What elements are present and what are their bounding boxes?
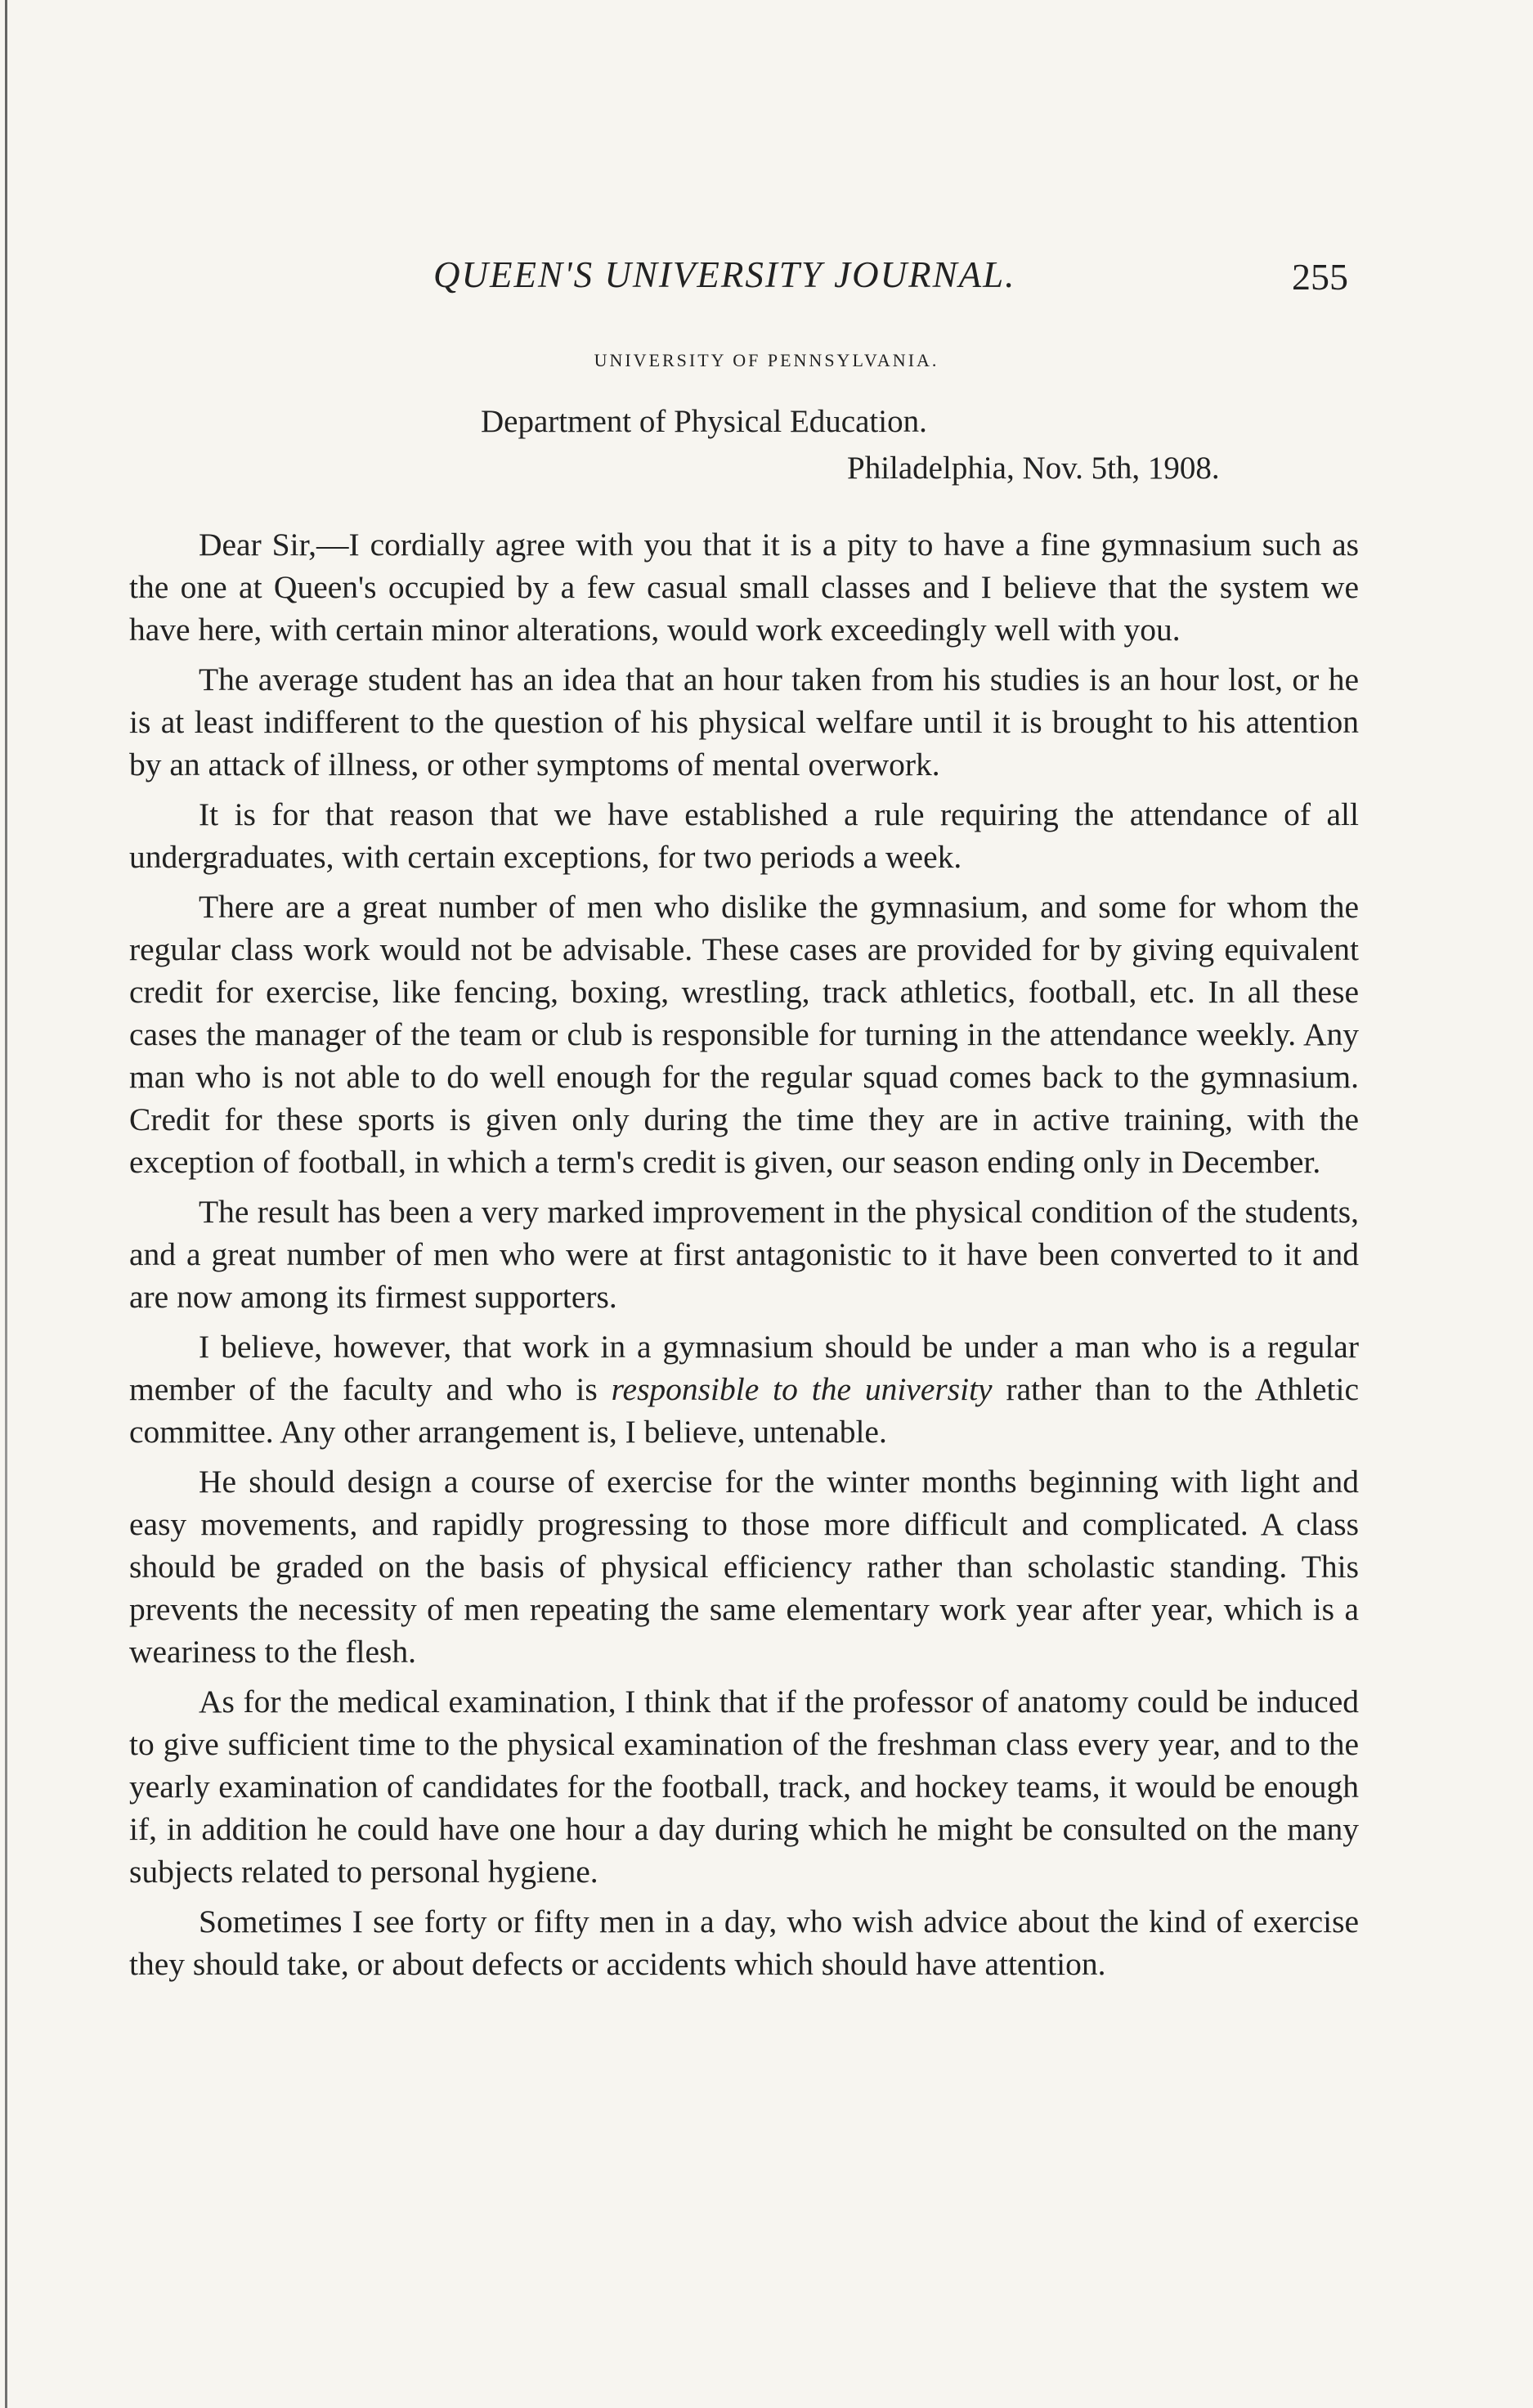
paragraph-6-before: I believe, however, that work in a gymnasium should be under a man who is a regular member of the faculty and who is <box>129 1329 1359 1407</box>
paragraph-6-emphasis: responsible to the university <box>611 1371 993 1407</box>
page-number: 255 <box>1292 256 1348 298</box>
letter-body <box>129 523 1359 1993</box>
paragraph-7: He should design a course of exercise for the winter months beginning with light and easy movements, and rapidly progressing to those more difficult and complicated. A class should be graded on the basis of physical efficiency rather than scholastic standing. This prevents the necessity of men repeating the same elementary work year after year, which is a weariness to the flesh. <box>129 1464 1359 1670</box>
paragraph-1: Dear Sir,—I cordially agree with you that it is a pity to have a fine gymnasium such as the one at Queen's occupied by a few casual small classes and I believe that the system we have here, with certain minor alterations, would work exceedingly well with you. <box>129 527 1359 648</box>
paragraph-6-after: rather than to the Athletic committee. Any other arrangement is, I believe, untenable. <box>129 1371 1360 1450</box>
paragraph-3: It is for that reason that we have established a rule requiring the attendance of all undergraduates, with certain exceptions, for two periods a week. <box>129 796 1359 875</box>
paragraph-6 <box>129 1325 1359 1453</box>
paragraph-9: Sometimes I see forty or fifty men in a day, who wish advice about the kind of exercise they should take, or about defects or accidents which should have attention. <box>129 1904 1359 1982</box>
running-header <box>0 245 1533 311</box>
institution-heading: UNIVERSITY OF PENNSYLVANIA. <box>594 350 939 370</box>
journal-title: QUEEN'S UNIVERSITY JOURNAL. <box>433 254 1016 295</box>
paragraph-8: As for the medical examination, I think that if the professor of anatomy could be induced to give sufficient time to the physical examination of the freshman class every year, and to the yearly examination of candidates for the football, track, and hockey teams, it would be enough if, in addition he could have one hour a day during which he might be consulted on the many subjects related to personal hygiene. <box>129 1684 1359 1890</box>
paragraph-2: The average student has an idea that an hour taken from his studies is an hour lost, or he is at least indifferent to the question of his physical welfare until it is brought to his attention by an attack of illness, or other symptoms of mental overwork. <box>129 661 1359 782</box>
dateline: Philadelphia, Nov. 5th, 1908. <box>847 451 1220 486</box>
paragraph-5: The result has been a very marked improvement in the physical condition of the students, and a great number of men who were at first antagonistic to it have been converted to it and are now among its firmest supporters. <box>129 1194 1359 1315</box>
paragraph-4: There are a great number of men who dislike the gymnasium, and some for whom the regular class work would not be advisable. These cases are provided for by giving equivalent credit for exercise, like fencing, boxing, wrestling, track athletics, football, etc. In all these cases the manager of the team or club is responsible for turning in the attendance weekly. Any man who is not able to do well enough for the regular squad comes back to the gymnasium. Credit for these sports is given only during the time they are in active training, with the exception of football, in which a term's credit is given, our season ending only in December. <box>129 889 1359 1180</box>
department-line: Department of Physical Education. <box>481 404 927 439</box>
